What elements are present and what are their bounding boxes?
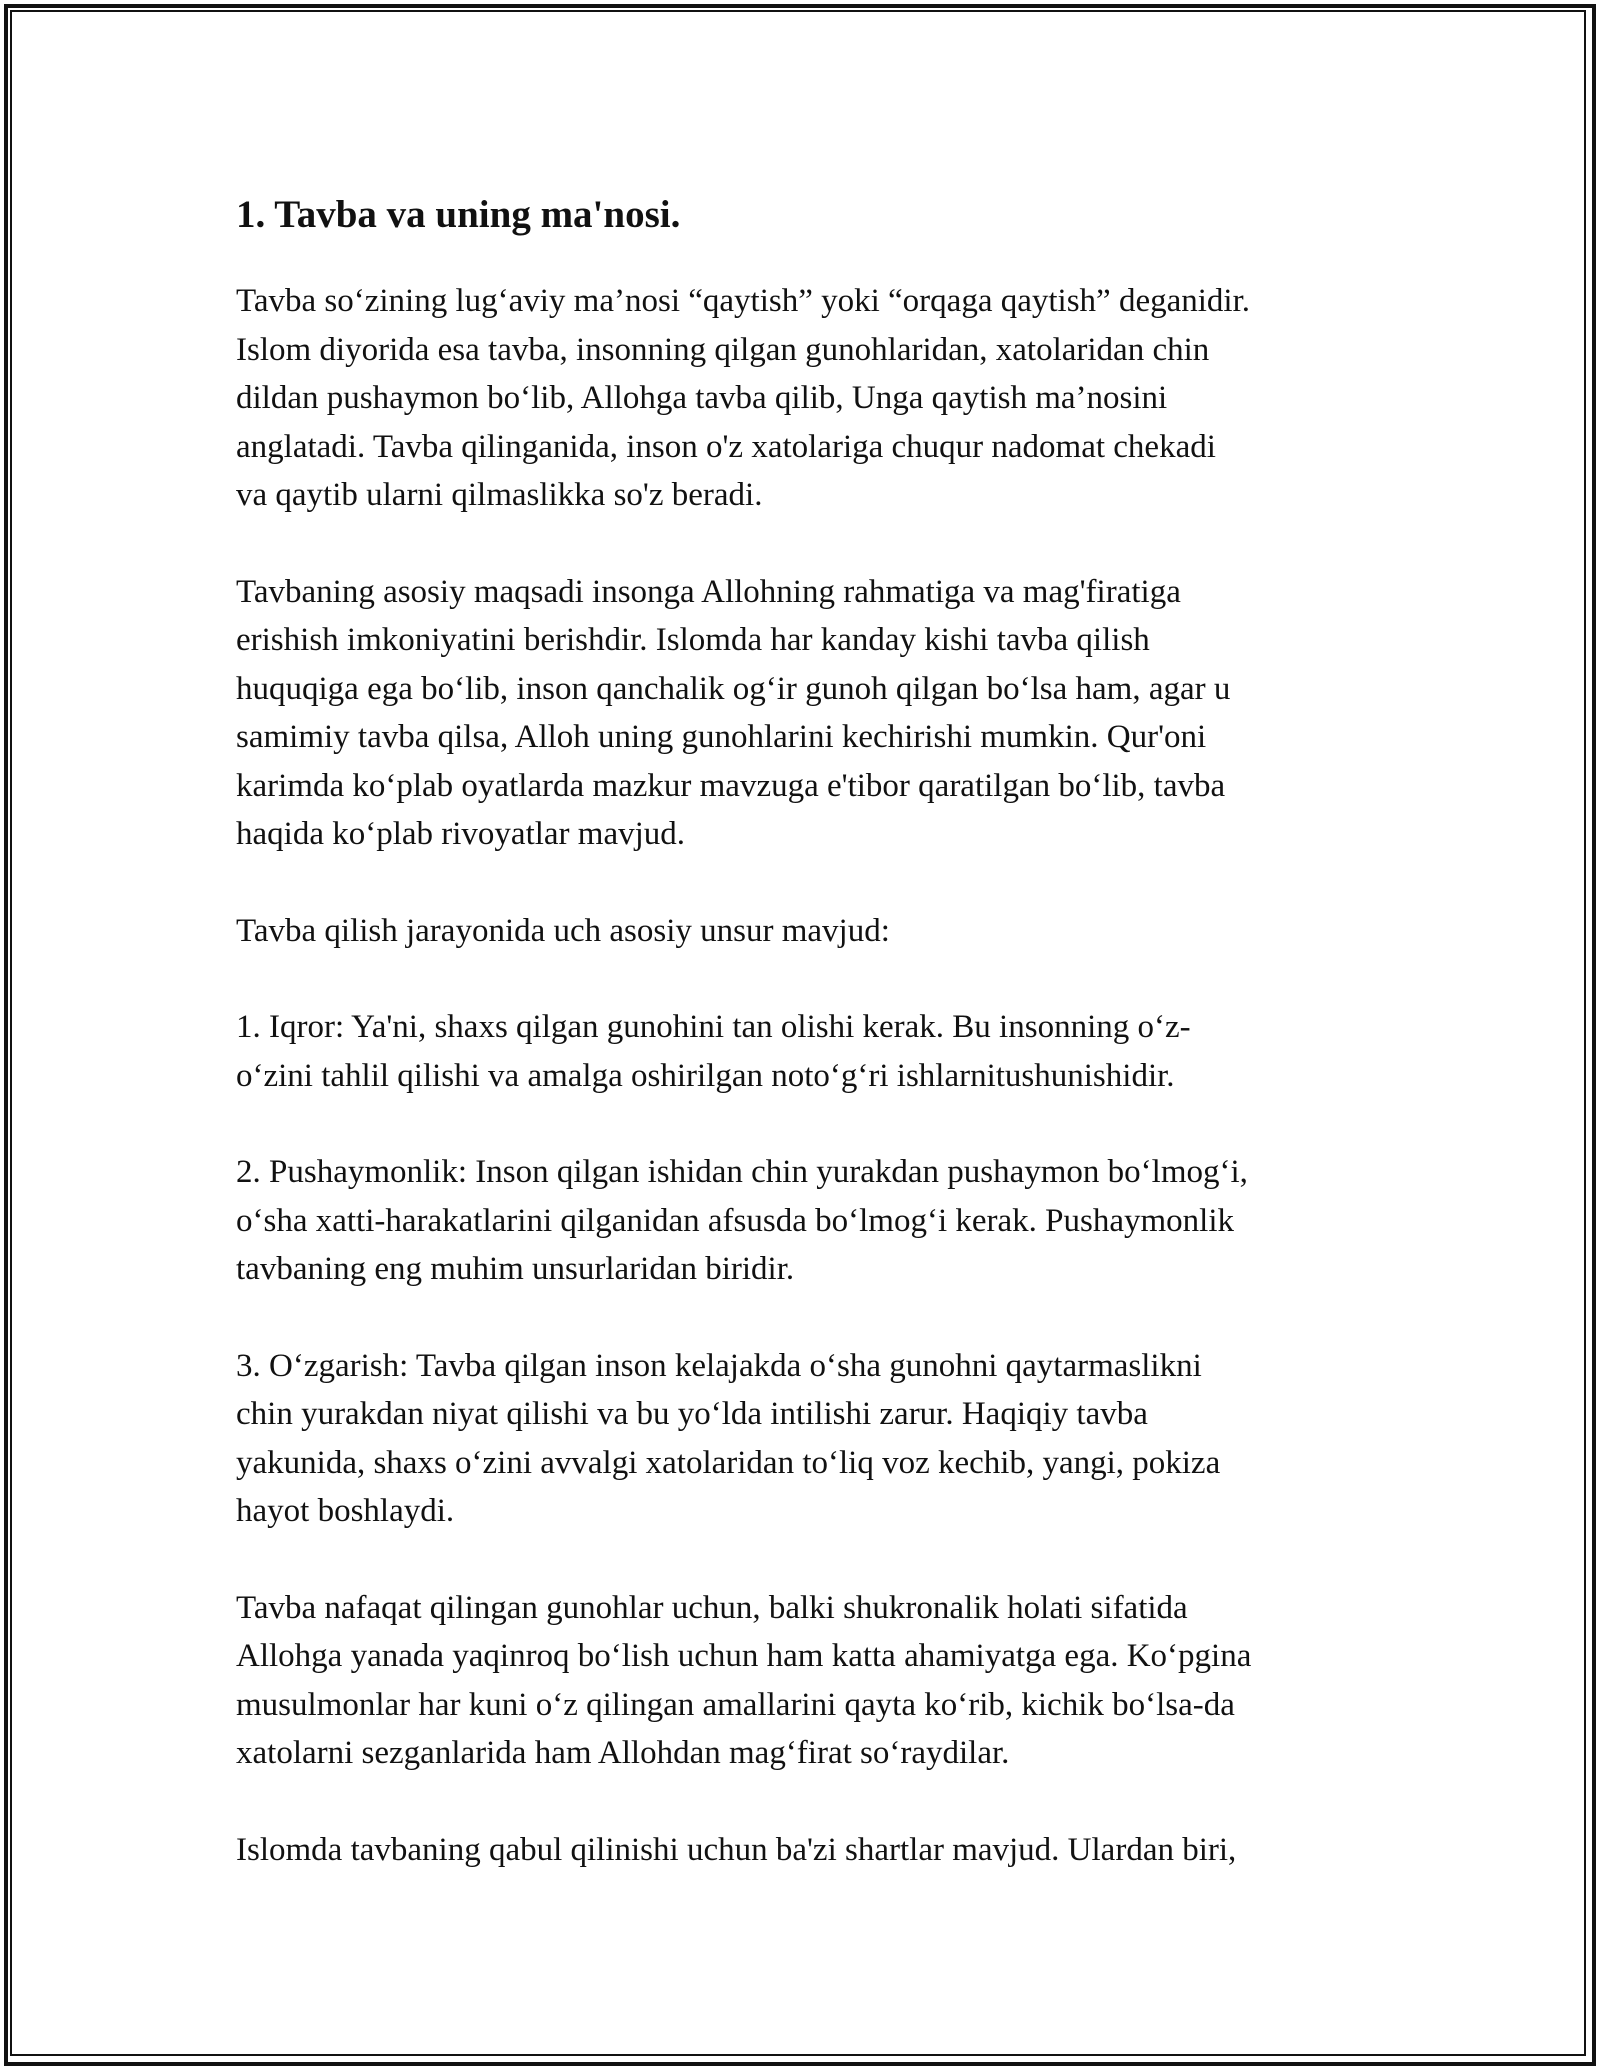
section-heading: 1. Tavba va uning ma'nosi. xyxy=(236,193,681,236)
paragraph-purpose: Tavbaning asosiy maqsadi insonga Allohning rahmatiga va mag'firatiga erishish imkoniyatini berishdir. Islomda har kanday kishi tavba qilish huquqiga ega bo‘lib, inson qanchalik og‘ir gunoh qilgan bo‘lsa ham, agar u samimiy tavba qilsa, Alloh uning gunohlarini kechirishi mumkin. Qur'oni karimda ko‘plab oyatlarda mazkur mavzuga e'tibor qaratilgan bo‘lib, tavba haqida ko‘plab rivoyatlar mavjud. xyxy=(236,573,1231,852)
paragraph-definition: Tavba so‘zining lug‘aviy ma’nosi “qaytish” yoki “orqaga qaytish” deganidir. Islom diyorida esa tavba, insonning qilgan gunohlaridan, xatolaridan chin dildan pushaymon bo‘lib, Allohga tavba qilib, Unga qaytish ma’nosini anglatadi. Tavba qilinganida, inson o'z xatolariga chuqur nadomat chekadi va qaytib ularni qilmaslikka so'z beradi. xyxy=(236,283,1250,513)
paragraph-gratitude: Tavba nafaqat qilingan gunohlar uchun, balki shukronalik holati sifatida Allohga yanada yaqinroq bo‘lish uchun ham katta ahamiyatga ega. Ko‘pgina musulmonlar har kuni o‘z qilingan amallarini qayta ko‘rib, kichik bo‘lsa-da xatolarni sezganlarida ham Allohdan mag‘firat so‘raydilar. xyxy=(236,1589,1252,1771)
paragraph-conditions: Islomda tavbaning qabul qilinishi uchun ba'zi shartlar mavjud. Ulardan biri, xyxy=(236,1831,1237,1868)
list-item-ozgarish: 3. O‘zgarish: Tavba qilgan inson kelajakda o‘sha gunohni qaytarmaslikni chin yurakdan niyat qilishi va bu yo‘lda intilishi zarur. Haqiqiy tavba yakunida, shaxs o‘zini avvalgi xatolaridan to‘liq voz kechib, yangi, pokiza hayot boshlaydi. xyxy=(236,1347,1221,1529)
list-item-iqror: 1. Iqror: Ya'ni, shaxs qilgan gunohini tan olishi kerak. Bu insonning o‘z- o‘zini tahlil qilishi va amalga oshirilgan noto‘g‘ri ishlarnitushunishidir. xyxy=(236,1009,1191,1094)
paragraph-elements-intro: Tavba qilish jarayonida uch asosiy unsur mavjud: xyxy=(236,912,890,949)
document-body xyxy=(236,185,1396,1922)
list-item-pushaymonlik: 2. Pushaymonlik: Inson qilgan ishidan chin yurakdan pushaymon bo‘lmog‘i, o‘sha xatti-harakatlarini qilganidan afsusda bo‘lmog‘i kerak. Pushaymonlik tavbaning eng muhim unsurlaridan biridir. xyxy=(236,1154,1248,1287)
